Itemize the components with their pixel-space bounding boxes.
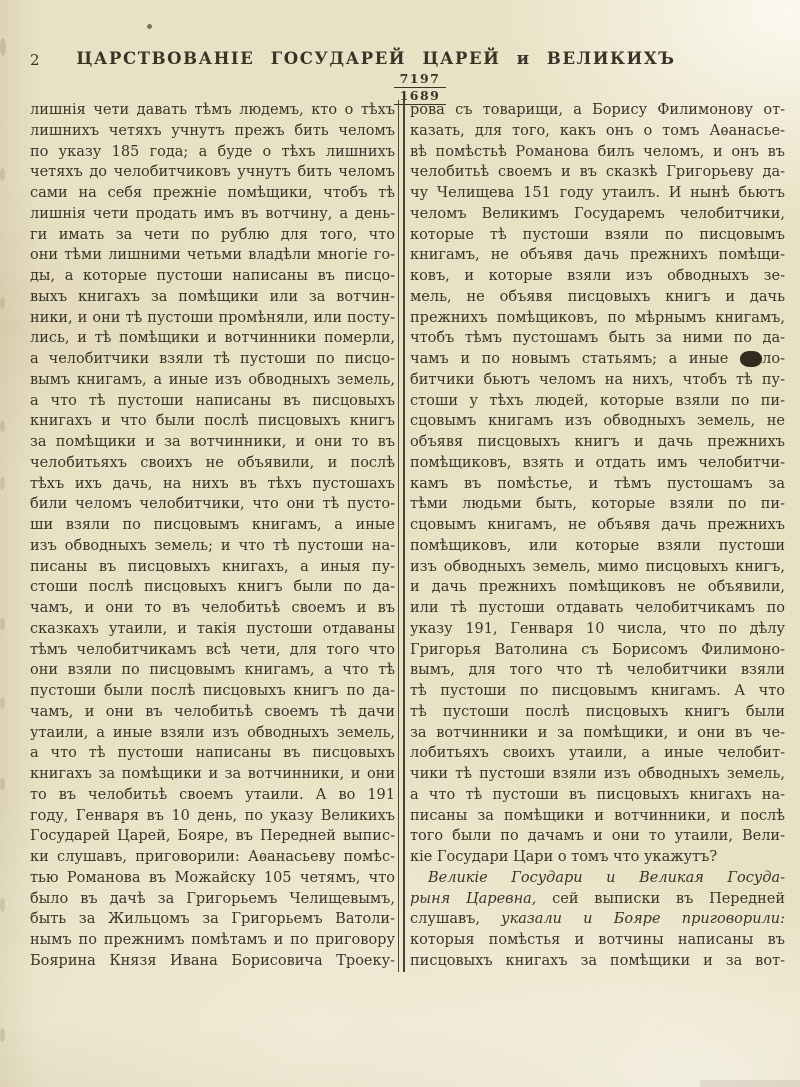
text-line: сказкахъ утаили, и такія пустоши отдаваны xyxy=(30,620,395,637)
text-line xyxy=(410,889,785,910)
text-line: тѣ пустоши по писцовымъ книгамъ. А что xyxy=(410,683,785,699)
text-segment: сей выписки въ Передней xyxy=(536,890,785,907)
text-line: ши взяли по писцовымъ книгамъ, а иные xyxy=(30,517,395,533)
text-line: лишнія чети продать имъ въ вотчину, а день- xyxy=(30,205,395,222)
text-line: они тѣми лишними четьми владѣли многіе го- xyxy=(30,247,395,264)
left-column xyxy=(30,100,395,972)
column-divider-rule xyxy=(398,100,405,972)
scan-artifact xyxy=(0,297,5,309)
text-line: лишнія чети давать тѣмъ людемъ, кто о тѣхъ xyxy=(30,102,395,118)
text-line xyxy=(410,868,785,889)
text-line: тью Романова въ Можайску 105 четямъ, что xyxy=(30,869,395,886)
text-line: сцовымъ книгамъ изъ обводныхъ земель, не xyxy=(410,413,785,430)
text-line: били челомъ челобитчики, что они тѣ пусто- xyxy=(30,496,395,513)
text-line: изъ обводныхъ земель; и что тѣ пустоши на- xyxy=(30,537,395,554)
text-line: лишнихъ четяхъ учнутъ прежъ бить челомъ xyxy=(30,122,395,139)
text-segment: указали и Бояре приговорили: xyxy=(501,911,785,928)
text-line: рова съ товарищи, а Борису Филимонову от- xyxy=(410,102,785,118)
text-line: а что тѣ пустоши въ писцовыхъ книгахъ на- xyxy=(410,786,785,803)
text-line: они взяли по писцовымъ книгамъ, а что тѣ xyxy=(30,662,395,679)
text-line: помѣщиковъ, или которые взяли пустоши xyxy=(410,537,785,554)
scan-artifact xyxy=(147,24,152,29)
text-line xyxy=(410,349,785,370)
scan-artifact xyxy=(0,697,5,709)
text-line: утаили, а иные взяли изъ обводныхъ земель, xyxy=(30,724,395,741)
text-line: по указу 185 года; а буде о тѣхъ лишнихъ xyxy=(30,143,395,160)
page-number: 2 xyxy=(30,51,40,69)
text-line: стоши послѣ писцовыхъ книгъ были по да- xyxy=(30,579,395,596)
text-line: прежнихъ помѣщиковъ, по мѣрнымъ книгамъ, xyxy=(410,309,785,326)
date-new-style: 1689 xyxy=(394,89,446,105)
text-line: было въ дачѣ за Григорьемъ Челищевымъ, xyxy=(30,890,395,907)
text-line: челобитьѣ своемъ и въ сказкѣ Григорьеву да- xyxy=(410,164,785,181)
text-line: вымъ, для того что тѣ челобитчики взяли xyxy=(410,662,785,679)
text-line: чу Челищева 151 году утаилъ. И нынѣ бьютъ xyxy=(410,185,785,201)
text-line: четяхъ до челобитчиковъ учнутъ бить челомъ xyxy=(30,164,395,181)
scan-artifact xyxy=(0,618,5,630)
text-line: пустоши были послѣ писцовыхъ книгъ по да- xyxy=(30,683,395,699)
text-line: вѣ помѣстьѣ Романова билъ челомъ, и онъ въ xyxy=(410,143,785,160)
ink-blot: че xyxy=(741,351,761,367)
text-line: быть за Жильцомъ за Григорьемъ Ватоли- xyxy=(30,911,395,928)
scan-artifact xyxy=(0,420,5,432)
text-line: писаны въ писцовыхъ книгахъ, а иныя пу- xyxy=(30,558,395,575)
text-line: челобитьяхъ своихъ не объявили, и послѣ xyxy=(30,454,395,471)
text-line: за помѣщики и за вотчинники, и они то въ xyxy=(30,434,395,450)
text-columns xyxy=(30,100,785,972)
text-line xyxy=(410,909,785,930)
text-line: за вотчинники и за помѣщики, и они въ че- xyxy=(410,724,785,741)
text-line: казать, для того, какъ онъ о томъ Аѳанасье- xyxy=(410,122,785,139)
text-segment: рыня Царевна, xyxy=(410,890,537,907)
text-line: ки слушавъ, приговорили: Аѳанасьеву помѣс- xyxy=(30,849,395,865)
text-line: нымъ по прежнимъ помѣтамъ и по приговору xyxy=(30,932,395,948)
text-line: стоши у тѣхъ людей, которые взяли по пи- xyxy=(410,392,785,409)
text-line: лобитьяхъ своихъ утаили, а иные челобит- xyxy=(410,745,785,762)
scan-artifact xyxy=(0,778,5,790)
text-line: помѣщиковъ, взять и отдать имъ челобитчи- xyxy=(410,454,785,471)
text-line: писаны за помѣщики и вотчинники, и послѣ xyxy=(410,807,785,824)
text-line: чтобъ тѣмъ пустошамъ быть за ними по да- xyxy=(410,330,785,347)
scan-artifact xyxy=(700,1080,800,1087)
right-column xyxy=(410,100,785,972)
text-line: кіе Государи Цари о томъ что укажутъ? xyxy=(410,849,718,865)
text-line: изъ обводныхъ земель, мимо писцовыхъ книгъ, xyxy=(410,558,785,575)
scan-artifact xyxy=(0,1028,5,1042)
text-line: тѣхъ ихъ дачь, на нихъ въ тѣхъ пустошахъ xyxy=(30,475,395,492)
text-line: объявя писцовыхъ книгъ и дачь прежнихъ xyxy=(410,434,785,450)
text-line: тѣмъ челобитчикамъ всѣ чети, для того что xyxy=(30,641,395,658)
text-line: которыя помѣстья и вотчины написаны въ xyxy=(410,932,785,948)
text-line: книгахъ за помѣщики и за вотчинники, и они xyxy=(30,766,395,782)
running-title: ЦАРСТВОВАНІЕ ГОСУДАРЕЙ ЦАРЕЙ и ВЕЛИКИХЪ xyxy=(76,49,676,68)
text-line: году, Генваря въ 10 день, по указу Великихъ xyxy=(30,807,395,824)
text-line: указу 191, Генваря 10 числа, что по дѣлу xyxy=(410,620,785,637)
text-line: ги имать за чети по рублю для того, что xyxy=(30,226,395,243)
text-line: Государей Царей, Бояре, въ Передней выпис- xyxy=(30,828,395,845)
text-line: и дачь прежнихъ помѣщиковъ не объявили, xyxy=(410,579,785,596)
text-line: битчики бьютъ челомъ на нихъ, чтобъ тѣ пу- xyxy=(410,371,785,388)
text-line: сами на себя прежніе помѣщики, чтобъ тѣ xyxy=(30,185,395,201)
scan-artifact xyxy=(0,477,5,490)
text-segment: ло- xyxy=(762,351,785,367)
text-line: камъ въ помѣстье, и тѣмъ пустошамъ за xyxy=(410,475,785,492)
text-segment: Великіе Государи и Великая Госуда- xyxy=(428,869,785,886)
text-line: ники, и они тѣ пустоши промѣняли, или посту- xyxy=(30,309,395,326)
text-line: книгахъ и что были послѣ писцовыхъ книгъ xyxy=(30,413,395,430)
text-line: Боярина Князя Ивана Борисовича Троеку- xyxy=(30,952,395,969)
text-line: писцовыхъ книгахъ за помѣщики и за вот- xyxy=(410,952,785,969)
text-line: ковъ, и которые взяли изъ обводныхъ зе- xyxy=(410,268,785,284)
text-line: которые тѣ пустоши взяли по писцовымъ xyxy=(410,226,785,243)
text-line: а челобитчики взяли тѣ пустоши по писцо- xyxy=(30,351,395,367)
text-line: чики тѣ пустоши взяли изъ обводныхъ земель, xyxy=(410,766,785,782)
scan-artifact xyxy=(0,38,6,56)
text-line: того были по дачамъ и они то утаили, Вели- xyxy=(410,828,785,845)
text-line: лись, и тѣ помѣщики и вотчинники померли, xyxy=(30,330,395,347)
text-line: чамъ, и они въ челобитьѣ своемъ тѣ дачи xyxy=(30,703,395,720)
text-line: выхъ книгахъ за помѣщики или за вотчин- xyxy=(30,288,395,305)
text-line: чамъ, и они то въ челобитьѣ своемъ и въ xyxy=(30,600,395,616)
text-line: сцовымъ книгамъ, не объявя дачь прежнихъ xyxy=(410,517,785,533)
text-line: Григорья Ватолина съ Борисомъ Филимоно- xyxy=(410,641,785,658)
text-line: книгамъ, не объявя дачь прежнихъ помѣщи- xyxy=(410,247,785,264)
text-line: а что тѣ пустоши написаны въ писцовыхъ xyxy=(30,745,395,762)
text-line: вымъ книгамъ, а иные изъ обводныхъ земель, xyxy=(30,371,395,388)
text-line: или тѣ пустоши отдавать челобитчикамъ по xyxy=(410,600,785,616)
text-line: тѣми людьми быть, которые взяли по пи- xyxy=(410,496,785,513)
text-line: мель, не объявя писцовыхъ книгъ и дачь xyxy=(410,288,785,305)
text-line: а что тѣ пустоши написаны въ писцовыхъ xyxy=(30,392,395,409)
text-segment: чамъ и по новымъ статьямъ; а иные xyxy=(410,351,740,367)
text-line: то въ челобитьѣ своемъ утаили. А во 191 xyxy=(30,786,395,803)
scan-artifact xyxy=(0,898,5,912)
text-segment: слушавъ, xyxy=(410,911,502,928)
text-line: ды, а которые пустоши написаны въ писцо- xyxy=(30,268,395,284)
text-line: челомъ Великимъ Государемъ челобитчики, xyxy=(410,205,785,222)
date-old-style: 7197 xyxy=(394,72,446,88)
scan-artifact xyxy=(0,168,5,181)
text-line: тѣ пустоши послѣ писцовыхъ книгъ были xyxy=(410,703,785,720)
